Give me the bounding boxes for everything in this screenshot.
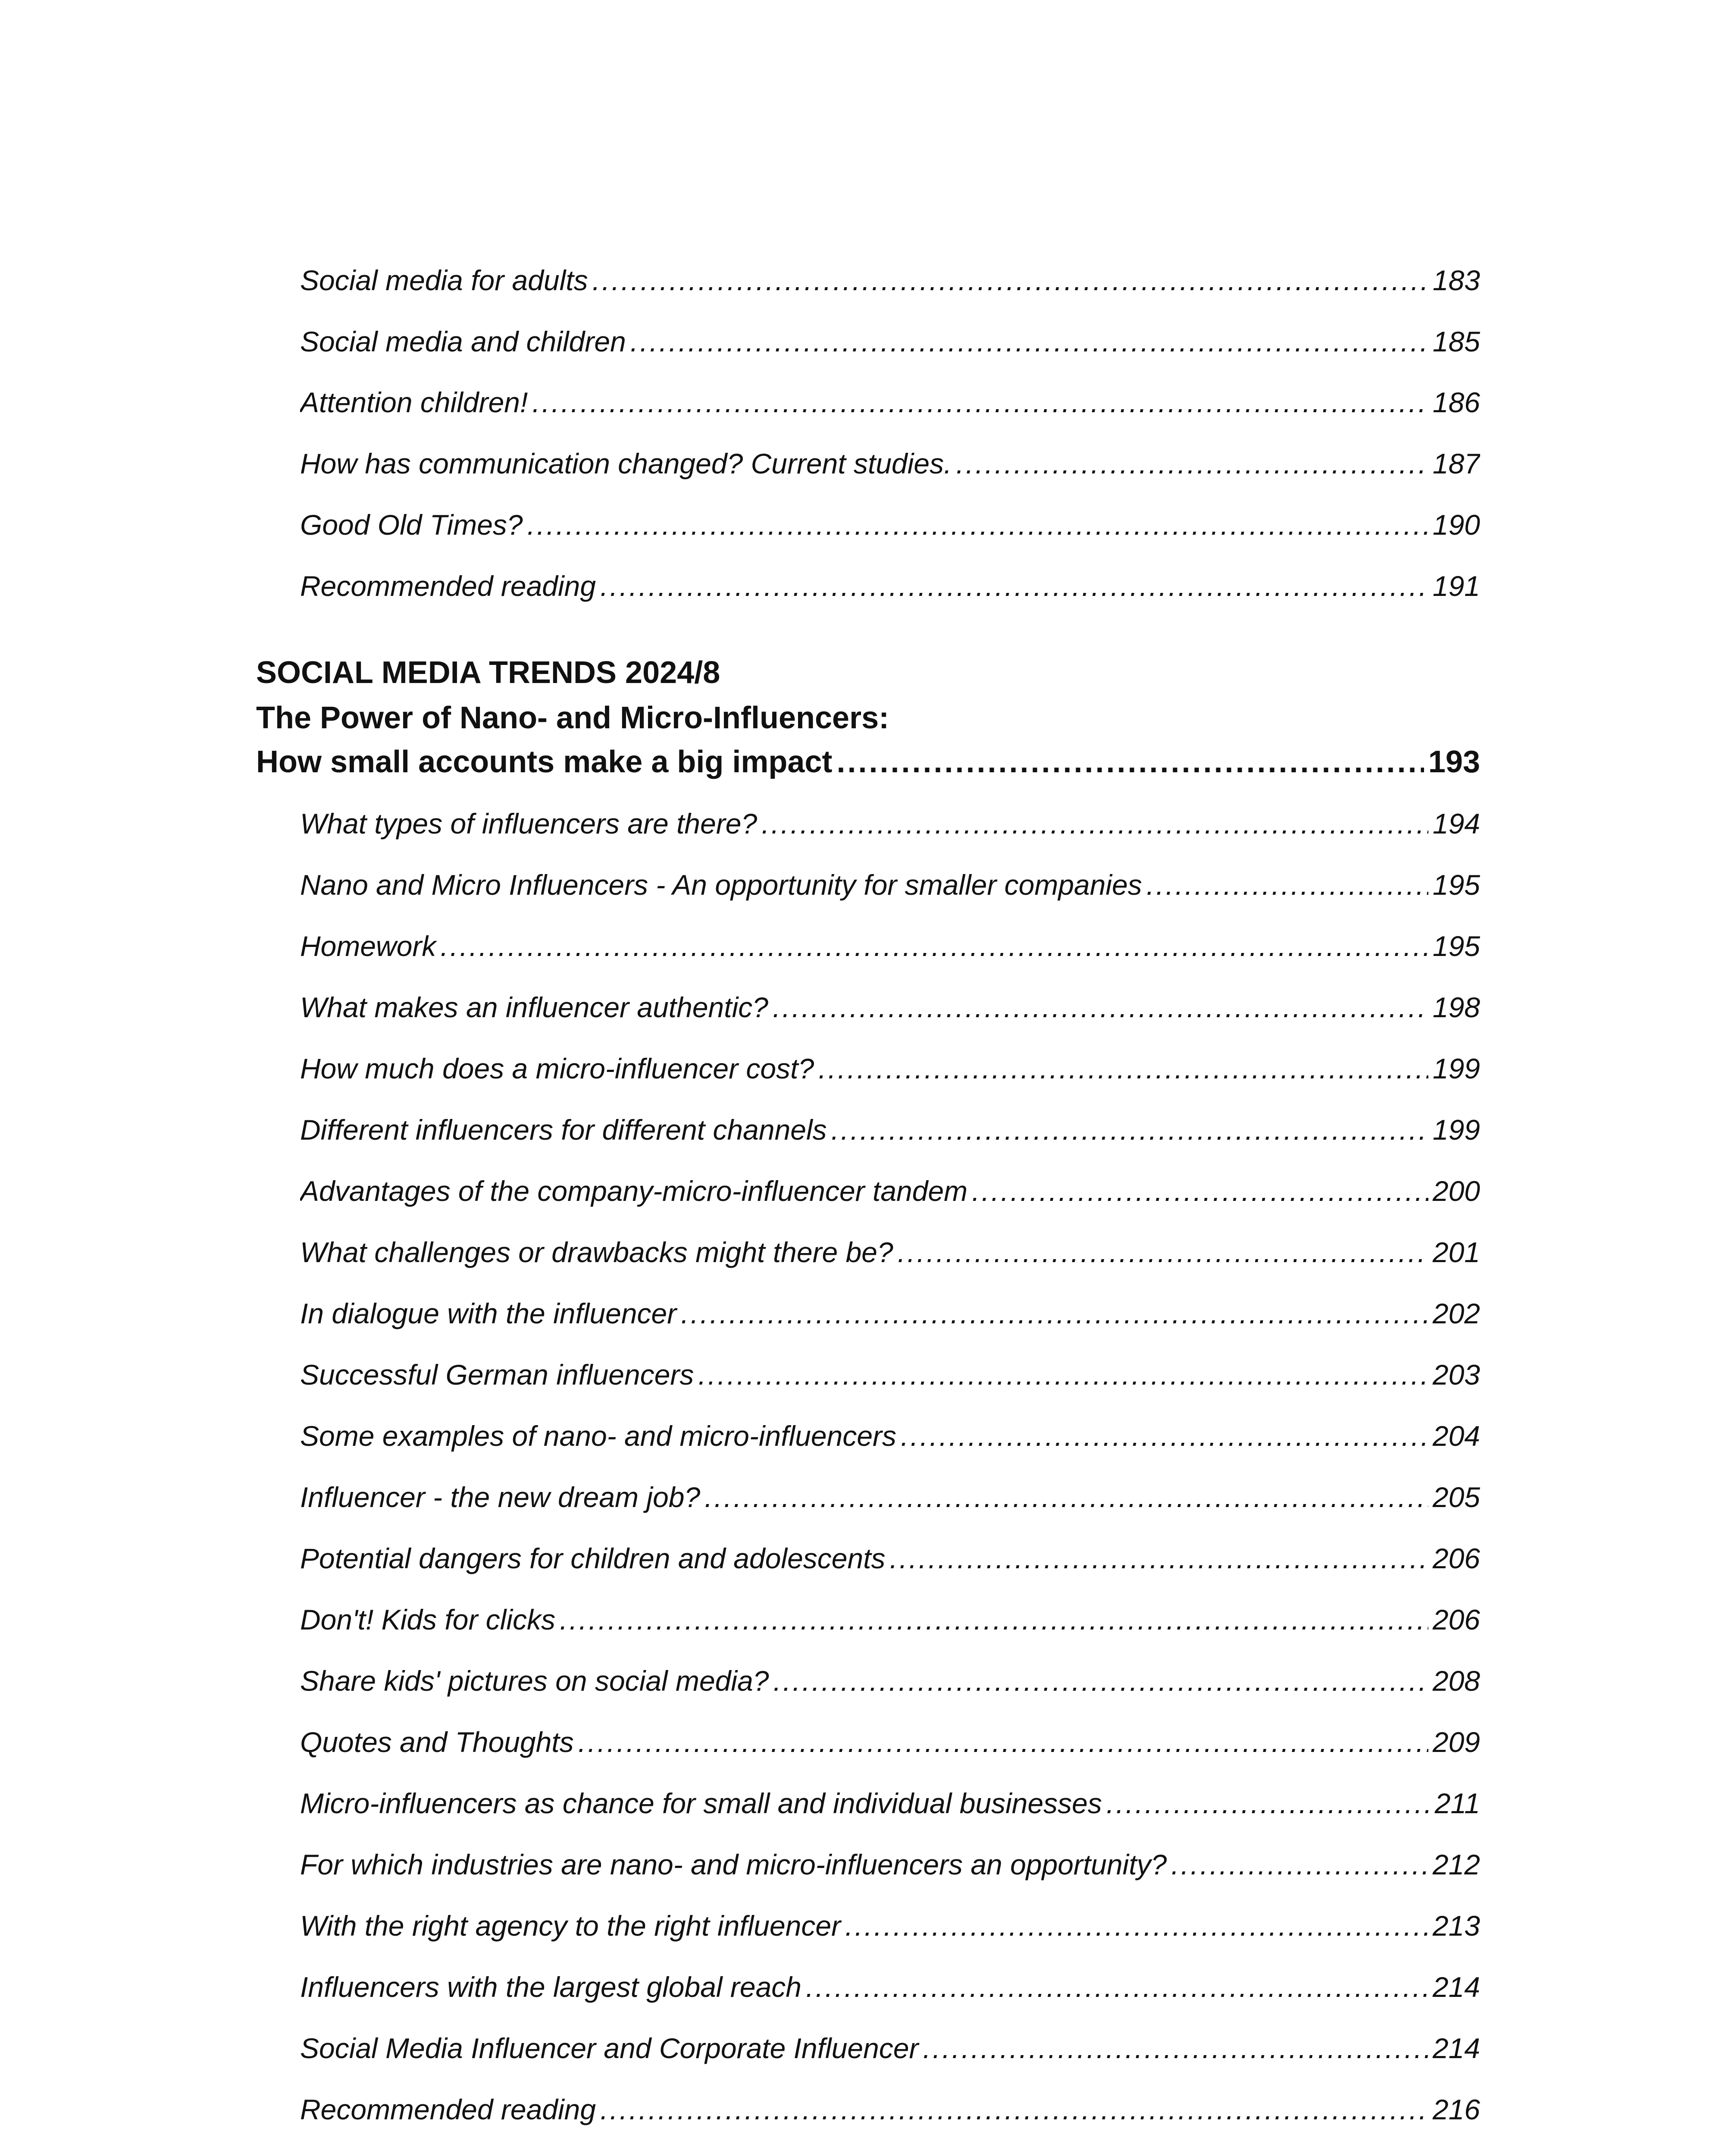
toc-entry-label: With the right agency to the right influencer — [300, 1910, 841, 1942]
dot-leader — [1171, 1841, 1428, 1888]
toc-entry-page: 191 — [1432, 570, 1480, 602]
toc-entry[interactable] — [300, 1780, 1480, 1827]
section-heading-line-1: SOCIAL MEDIA TRENDS 2024/8 — [256, 655, 720, 690]
toc-entry-page: 198 — [1432, 991, 1480, 1023]
dot-leader — [773, 984, 1428, 1031]
toc-entry-page: 202 — [1432, 1297, 1480, 1329]
toc-entry[interactable] — [300, 1106, 1480, 1153]
toc-entry[interactable] — [300, 984, 1480, 1031]
toc-entry-label: How much does a micro-influencer cost? — [300, 1053, 814, 1084]
toc-entry-label: Successful German influencers — [300, 1359, 694, 1391]
toc-entry[interactable] — [300, 501, 1480, 548]
toc-entry[interactable] — [300, 1535, 1480, 1582]
toc-entry-page: 204 — [1432, 1420, 1480, 1452]
toc-entry[interactable] — [300, 1596, 1480, 1643]
toc-entry-page: 195 — [1432, 930, 1480, 962]
toc-entry[interactable] — [300, 1657, 1480, 1705]
toc-entry-label: Social media and children — [300, 326, 626, 357]
toc-entry-page: 211 — [1434, 1787, 1480, 1819]
toc-entry-label: Influencers with the largest global reach — [300, 1971, 801, 2003]
dot-leader — [440, 922, 1428, 970]
toc-entry-label: What makes an influencer authentic? — [300, 991, 768, 1023]
toc-entry-page: 187 — [1432, 448, 1480, 479]
dot-leader — [630, 318, 1428, 365]
toc-entry[interactable] — [300, 1412, 1480, 1460]
toc-entry-label: Influencer - the new dream job? — [300, 1481, 701, 1513]
toc-entry-label: Micro-influencers as chance for small and individual businesses — [300, 1787, 1102, 1819]
toc-entry[interactable] — [300, 318, 1480, 365]
toc-entry-label: Quotes and Thoughts — [300, 1726, 574, 1758]
toc-entry-page: 205 — [1432, 1481, 1480, 1513]
toc-entry-label: Advantages of the company-micro-influencer tandem — [300, 1175, 968, 1207]
toc-entry[interactable] — [300, 1902, 1480, 1949]
toc-entry-page: 214 — [1432, 1971, 1480, 2003]
toc-entry-page: 216 — [1432, 2093, 1480, 2125]
toc-entry-label: Different influencers for different channels — [300, 1114, 827, 1146]
toc-entry-label: Nano and Micro Influencers - An opportunity for smaller companies — [300, 869, 1142, 901]
toc-entry-page: 200 — [1432, 1175, 1480, 1207]
toc-entry-page: 199 — [1432, 1053, 1480, 1084]
toc-entry-label: Attention children! — [300, 386, 528, 418]
toc-entry-label: Recommended reading — [300, 570, 596, 602]
toc-entry[interactable] — [300, 922, 1480, 970]
toc-entry[interactable] — [300, 1167, 1480, 1215]
toc-entry-page: 203 — [1432, 1359, 1480, 1391]
dot-leader — [831, 1106, 1428, 1153]
dot-leader — [836, 738, 1424, 786]
toc-entry[interactable] — [300, 1290, 1480, 1337]
toc-entry-label: What types of influencers are there? — [300, 808, 758, 840]
toc-entry-page: 190 — [1432, 509, 1480, 541]
dot-leader — [956, 440, 1428, 487]
toc-entry[interactable] — [300, 1841, 1480, 1888]
dot-leader — [898, 1228, 1428, 1276]
dot-leader — [532, 379, 1428, 426]
toc-entry-label: Homework — [300, 930, 436, 962]
toc-entry[interactable] — [300, 2024, 1480, 2072]
toc-entry-label: Social Media Influencer and Corporate Influencer — [300, 2032, 919, 2064]
toc-entry-label: Some examples of nano- and micro-influencers — [300, 1420, 897, 1452]
toc-entry[interactable] — [300, 1351, 1480, 1398]
toc-entry-label: Social media for adults — [300, 264, 588, 296]
dot-leader — [972, 1167, 1428, 1215]
toc-entry[interactable] — [300, 861, 1480, 909]
toc-entry[interactable] — [300, 1963, 1480, 2011]
dot-leader — [592, 257, 1428, 304]
toc-entry-page: 183 — [1432, 264, 1480, 296]
toc-entry-page: 208 — [1432, 1665, 1480, 1697]
toc-entry-label: For which industries are nano- and micro-influencers an opportunity? — [300, 1849, 1167, 1880]
toc-entry-page: 199 — [1432, 1114, 1480, 1146]
dot-leader — [1106, 1780, 1431, 1827]
toc-entry[interactable] — [300, 2086, 1480, 2133]
dot-leader — [704, 1473, 1428, 1521]
dot-leader — [698, 1351, 1428, 1398]
dot-leader — [890, 1535, 1428, 1582]
section-heading-line-2: The Power of Nano- and Micro-Influencers: — [256, 701, 889, 735]
section-heading-line-3: How small accounts make a big impact — [256, 745, 833, 779]
toc-entry-page: 194 — [1432, 808, 1480, 840]
toc-entry[interactable] — [300, 800, 1480, 847]
dot-leader — [845, 1902, 1428, 1949]
dot-leader — [1146, 861, 1428, 909]
toc-entry-page: 206 — [1432, 1604, 1480, 1636]
toc-entry-label: How has communication changed? Current studies. — [300, 448, 952, 479]
toc-entry-label: Don't! Kids for clicks — [300, 1604, 556, 1636]
toc-entry-label: What challenges or drawbacks might there be? — [300, 1236, 893, 1268]
toc-entry[interactable] — [300, 562, 1480, 610]
toc-entry[interactable] — [300, 1045, 1480, 1092]
dot-leader — [818, 1045, 1428, 1092]
toc-entry-page: 212 — [1432, 1849, 1480, 1880]
dot-leader — [681, 1290, 1428, 1337]
toc-entry-page: 186 — [1432, 386, 1480, 418]
toc-entry[interactable] — [300, 1228, 1480, 1276]
dot-leader — [527, 501, 1428, 548]
toc-entry[interactable] — [300, 379, 1480, 426]
toc-entry[interactable] — [300, 1473, 1480, 1521]
section-heading-entry[interactable] — [256, 738, 1480, 786]
dot-leader — [773, 1657, 1428, 1705]
toc-entry-label: Good Old Times? — [300, 509, 523, 541]
toc-entry-page: 213 — [1432, 1910, 1480, 1942]
dot-leader — [761, 800, 1428, 847]
toc-entry-label: In dialogue with the influencer — [300, 1297, 677, 1329]
toc-entry-page: 206 — [1432, 1542, 1480, 1574]
toc-entry-label: Potential dangers for children and adolescents — [300, 1542, 886, 1574]
toc-entry-page: 214 — [1432, 2032, 1480, 2064]
toc-entry-page: 195 — [1432, 869, 1480, 901]
toc-entry-label: Recommended reading — [300, 2093, 596, 2125]
toc-entry-label: Share kids' pictures on social media? — [300, 1665, 769, 1697]
toc-entry[interactable] — [300, 257, 1480, 304]
dot-leader — [560, 1596, 1428, 1643]
section-page: 193 — [1428, 745, 1480, 779]
dot-leader — [600, 562, 1428, 610]
toc-entry-page: 209 — [1432, 1726, 1480, 1758]
dot-leader — [578, 1718, 1428, 1766]
dot-leader — [901, 1412, 1428, 1460]
toc-entry-page: 185 — [1432, 326, 1480, 357]
dot-leader — [806, 1963, 1428, 2011]
dot-leader — [923, 2024, 1428, 2072]
toc-entry[interactable] — [300, 440, 1480, 487]
toc-entry-page: 201 — [1432, 1236, 1480, 1268]
toc-entry[interactable] — [300, 1718, 1480, 1766]
dot-leader — [600, 2086, 1428, 2133]
